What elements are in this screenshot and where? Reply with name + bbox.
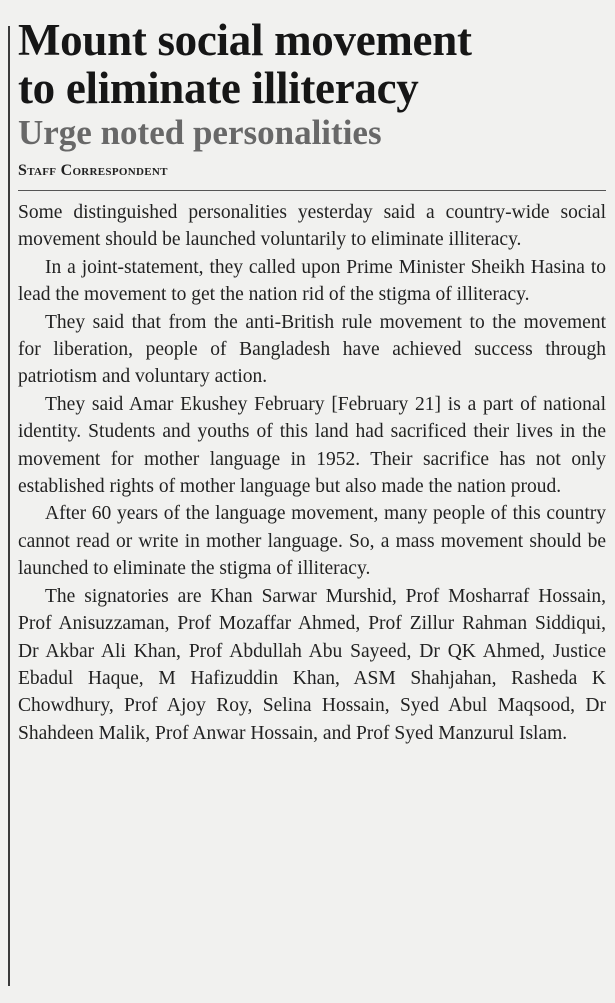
paragraph: They said Amar Ekushey February [February 21] is a part of national identity. Students and youths of this land had sacrificed their lives in the movement for mother language in 1952. Their sacrifice has not only established rights of mother language but also made the nation proud. [18, 393, 606, 498]
paragraph: They said that from the anti-British rule movement to the movement for liberation, people of Bangladesh have achieved success through patriotism and voluntary action. [18, 311, 606, 388]
paragraph: The signatories are Khan Sarwar Murshid, Prof Mosharraf Hossain, Prof Anisuzzaman, Prof Mozaffar Ahmed, Prof Zillur Rahman Siddiqui, Dr Akbar Ali Khan, Prof Abdullah Abu Sayeed, Dr QK Ahmed, Justice Ebadul Haque, M Hafizuddin Khan, ASM Shahjahan, Rasheda K Chowdhury, Prof Ajoy Roy, Selina Hossain, Syed Abul Maqsood, Dr Shahdeen Malik, Prof Anwar Hossain, and Prof Syed Manzurul Islam. [18, 585, 606, 744]
article-body [18, 199, 606, 747]
column-rule [8, 26, 10, 986]
headline [18, 0, 606, 112]
subheadline: Urge noted personalities [18, 113, 382, 152]
byline: Staff Correspondent [18, 162, 168, 179]
news-article [18, 0, 606, 747]
headline-line-2: to eliminate illiteracy [18, 63, 419, 113]
byline-divider [18, 190, 606, 191]
headline-line-1: Mount social movement [18, 15, 472, 65]
paragraph: In a joint-statement, they called upon Prime Minister Sheikh Hasina to lead the movement to get the nation rid of the stigma of illiteracy. [18, 256, 606, 306]
paragraph: Some distinguished personalities yesterday said a country-wide social movement should be launched voluntarily to eliminate illiteracy. [18, 202, 606, 251]
paragraph: After 60 years of the language movement, many people of this country cannot read or write in mother language. So, a mass movement should be launched to eliminate the stigma of illiteracy. [18, 503, 606, 580]
